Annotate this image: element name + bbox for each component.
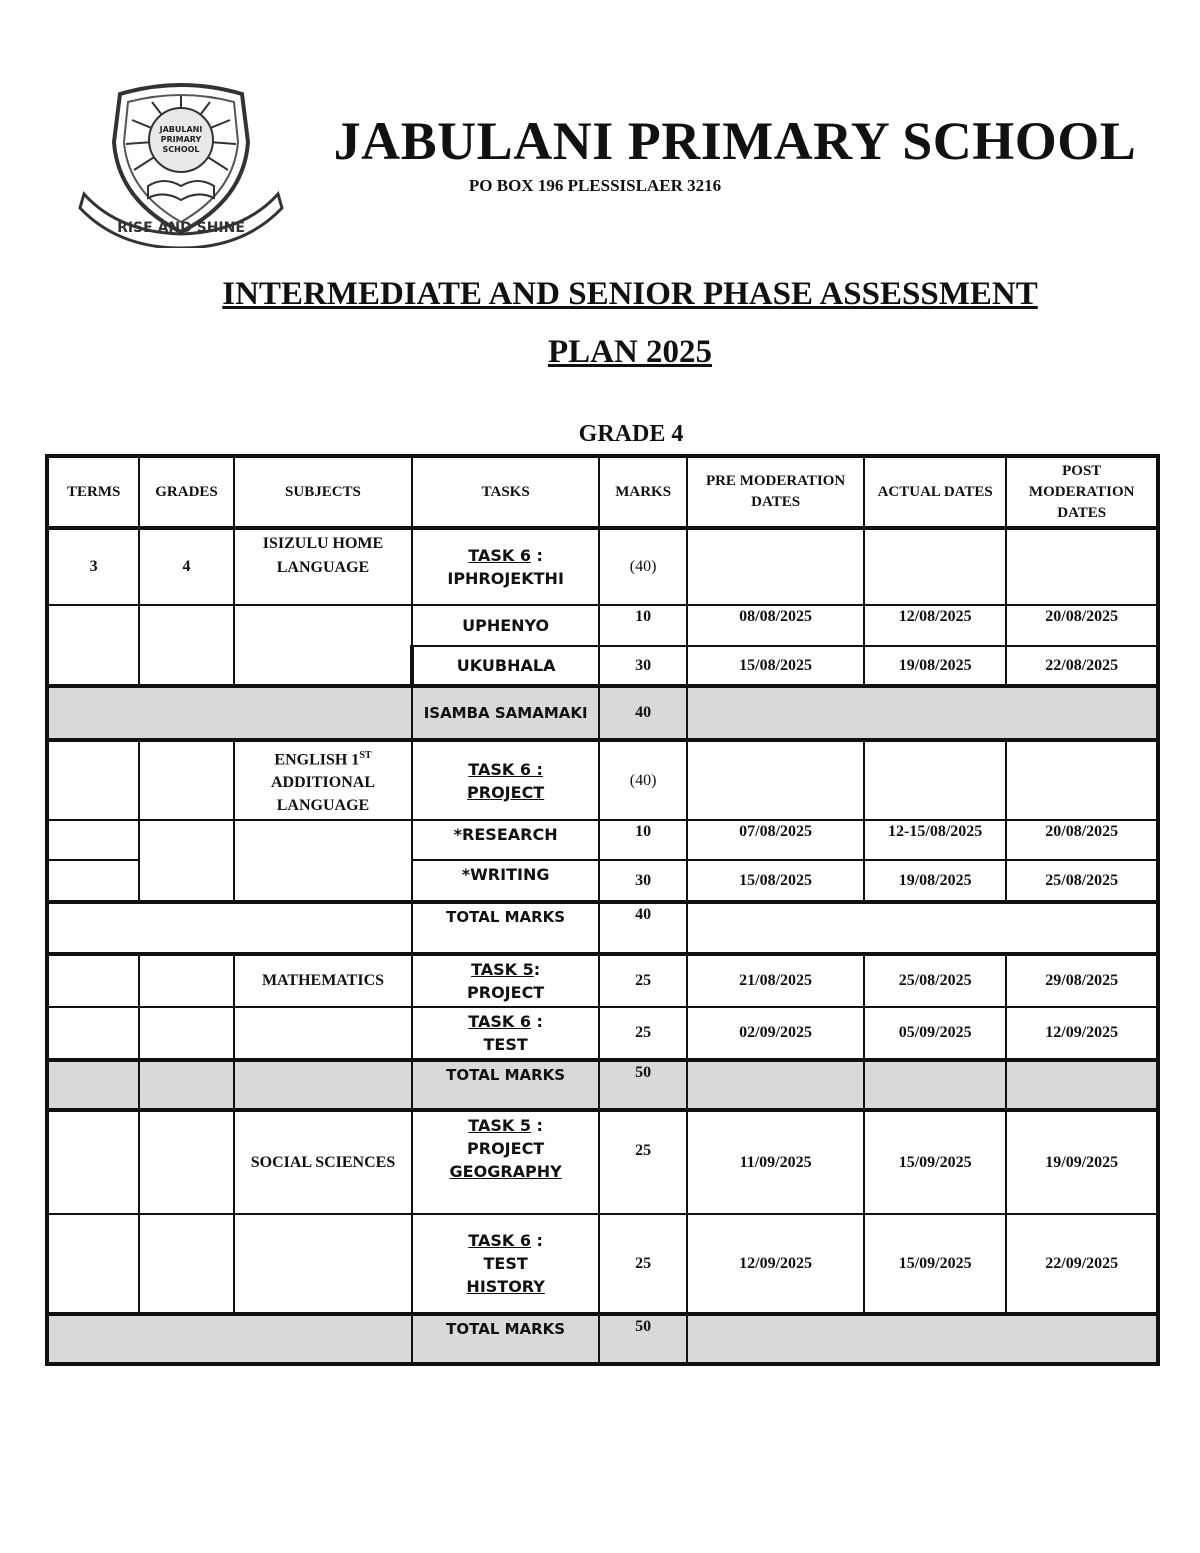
grade-cell [139,1007,233,1060]
subject-cell [234,820,413,902]
post-moderation-cell: 20/08/2025 [1006,605,1158,646]
assessment-plan-table [45,454,1160,1366]
marks-cell: 25 [599,1110,687,1214]
grade-cell [139,820,233,902]
table-row [47,1214,1158,1314]
marks-cell: 30 [599,646,687,686]
table-row [47,528,1158,605]
term-cell [47,860,139,902]
table-row [47,740,1158,820]
post-moderation-cell [1006,740,1158,820]
pre-moderation-cell: 08/08/2025 [687,605,864,646]
total-row [47,902,1158,954]
task-separator: : [530,1012,543,1032]
subject-cell [234,1007,413,1060]
subject-line-2: ADDITIONAL LANGUAGE [270,774,375,815]
col-header-tasks: TASKS [412,456,599,528]
grade-cell [139,740,233,820]
task-cell: *RESEARCH [412,820,599,860]
term-cell [47,1007,139,1060]
total-marks: 50 [599,1314,687,1364]
marks-cell: (40) [599,740,687,820]
document-title-line-1: INTERMEDIATE AND SENIOR PHASE ASSESSMENT [222,276,1038,312]
total-row [47,1314,1158,1364]
total-label: TOTAL MARKS [412,902,599,954]
post-moderation-cell: 22/09/2025 [1006,1214,1158,1314]
task-separator: : [530,546,543,565]
task-cell [412,528,599,605]
task-name: TEST [483,1035,528,1055]
total-label: ISAMBA SAMAMAKI [412,686,599,740]
actual-date-cell: 15/09/2025 [864,1214,1007,1314]
marks-cell: 25 [599,1007,687,1060]
grade-cell [139,605,233,686]
svg-text:RISE AND SHINE: RISE AND SHINE [117,220,245,236]
post-moderation-cell: 25/08/2025 [1006,860,1158,902]
task-cell: UKUBHALA [412,646,599,686]
document-title-line-2: PLAN 2025 [547,334,713,370]
col-header-post-moderation: POST MODERATION DATES [1006,456,1158,528]
task-separator: : [530,1116,543,1136]
subject-cell [234,605,413,686]
marks-cell: 10 [599,605,687,646]
svg-text:PRIMARY: PRIMARY [160,135,202,144]
marks-cell: 30 [599,860,687,902]
subject-social-sciences: SOCIAL SCIENCES [234,1110,413,1214]
school-name: JABULANI PRIMARY SCHOOL [333,111,1137,171]
total-marks: 40 [599,902,687,954]
marks-cell: (40) [599,528,687,605]
grade-cell [139,1214,233,1314]
table-row [47,1007,1158,1060]
task-cell [412,1110,599,1214]
total-row [47,1060,1158,1110]
task-label: TASK 6 [468,546,531,565]
col-header-marks: MARKS [599,456,687,528]
pre-moderation-cell: 02/09/2025 [687,1007,864,1060]
task-separator: : [530,1231,543,1251]
task-name: PROJECT [467,983,545,1003]
post-moderation-cell [1006,528,1158,605]
grade-cell [139,1110,233,1214]
total-marks: 40 [599,686,687,740]
marks-cell: 10 [599,820,687,860]
task-name: HISTORY [466,1277,545,1297]
term-cell [47,1214,139,1314]
task-cell: UPHENYO [412,605,599,646]
col-header-subjects: SUBJECTS [234,456,413,528]
task-name: IPHROJEKTHI [447,569,564,588]
task-label: TASK 6 [468,1012,531,1032]
actual-date-cell: 12-15/08/2025 [864,820,1007,860]
subject-line-1: ENGLISH 1 [274,751,360,769]
total-marks: 50 [599,1060,687,1110]
task-name: GEOGRAPHY [449,1162,562,1182]
post-moderation-cell: 29/08/2025 [1006,954,1158,1007]
term-cell: 3 [47,528,139,605]
pre-moderation-cell: 07/08/2025 [687,820,864,860]
table-row [47,820,1158,860]
actual-date-cell: 05/09/2025 [864,1007,1007,1060]
table-row [47,605,1158,646]
actual-date-cell [864,528,1007,605]
school-address: PO BOX 196 PLESSISLAER 3216 [468,176,722,195]
col-header-terms: TERMS [47,456,139,528]
subject-cell [234,1214,413,1314]
total-label: TOTAL MARKS [412,1314,599,1364]
task-separator: : [533,960,541,980]
actual-date-cell: 15/09/2025 [864,1110,1007,1214]
col-header-grades: GRADES [139,456,233,528]
term-cell [47,1110,139,1214]
task-kind: PROJECT [467,1139,545,1159]
task-label: TASK 6 [468,1231,531,1251]
task-cell: *WRITING [412,860,599,902]
actual-date-cell: 19/08/2025 [864,646,1007,686]
task-cell [412,954,599,1007]
pre-moderation-cell [687,740,864,820]
term-cell [47,605,139,686]
post-moderation-cell: 20/08/2025 [1006,820,1158,860]
pre-moderation-cell [687,528,864,605]
post-moderation-cell: 22/08/2025 [1006,646,1158,686]
pre-moderation-cell: 21/08/2025 [687,954,864,1007]
task-cell [412,740,599,820]
subject-english [234,740,413,820]
table-header-row [47,456,1158,528]
table-row [47,954,1158,1007]
pre-moderation-cell: 15/08/2025 [687,646,864,686]
task-label: TASK 5 [468,1116,531,1136]
task-label: TASK 5 [471,960,534,980]
task-name: PROJECT [467,782,545,802]
subject-isizulu: ISIZULU HOME LANGUAGE [234,528,413,605]
school-crest-logo [78,82,284,248]
pre-moderation-cell: 12/09/2025 [687,1214,864,1314]
actual-date-cell: 12/08/2025 [864,605,1007,646]
actual-date-cell [864,740,1007,820]
subject-mathematics: MATHEMATICS [234,954,413,1007]
subject-superscript: ST [359,750,372,761]
marks-cell: 25 [599,1214,687,1314]
task-label: TASK 6 : [468,759,543,779]
total-label: TOTAL MARKS [412,1060,599,1110]
task-kind: TEST [483,1254,528,1274]
pre-moderation-cell: 15/08/2025 [687,860,864,902]
task-cell [412,1214,599,1314]
term-cell [47,820,139,860]
term-cell [47,954,139,1007]
col-header-actual-dates: ACTUAL DATES [864,456,1007,528]
table-row [47,1110,1158,1214]
grade-heading: GRADE 4 [578,421,684,447]
svg-text:JABULANI: JABULANI [159,125,203,134]
grade-cell: 4 [139,528,233,605]
col-header-pre-moderation: PRE MODERATION DATES [687,456,864,528]
svg-text:SCHOOL: SCHOOL [162,145,200,154]
post-moderation-cell: 12/09/2025 [1006,1007,1158,1060]
pre-moderation-cell: 11/09/2025 [687,1110,864,1214]
total-row [47,686,1158,740]
grade-cell [139,954,233,1007]
marks-cell: 25 [599,954,687,1007]
actual-date-cell: 25/08/2025 [864,954,1007,1007]
actual-date-cell: 19/08/2025 [864,860,1007,902]
post-moderation-cell: 19/09/2025 [1006,1110,1158,1214]
task-cell [412,1007,599,1060]
term-cell [47,740,139,820]
